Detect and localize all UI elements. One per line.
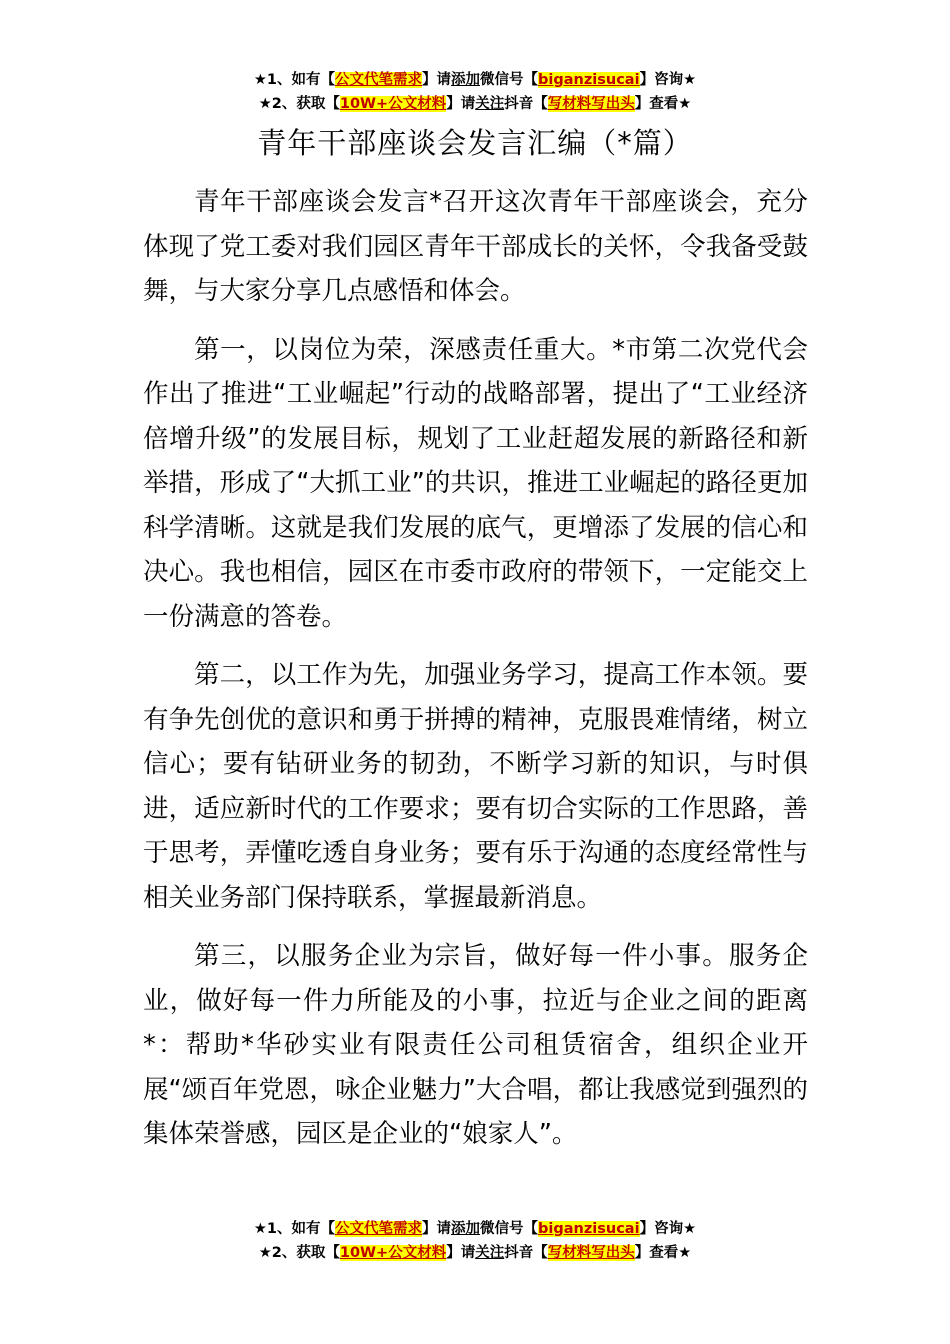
star-icon: ★ [678, 96, 692, 112]
douyin-account: 写材料写出头 [547, 96, 635, 112]
underlined-text: 添加 [451, 1221, 481, 1237]
header-banner [0, 68, 950, 116]
underlined-text: 关注 [475, 96, 505, 112]
star-icon: ★ [258, 1245, 272, 1261]
banner-text: 抖音【 [504, 96, 548, 112]
banner-line-1 [0, 1217, 950, 1241]
banner-text: 】查看 [634, 1245, 679, 1261]
banner-text: 】查看 [634, 96, 679, 112]
banner-text: 】请 [446, 1245, 476, 1261]
banner-line-2 [0, 92, 950, 116]
wechat-id: biganzisucai [538, 1221, 640, 1237]
paragraph-second: 第二，以工作为先，加强业务学习，提高工作本领。要有争先创优的意识和勇于拼搏的精神，克服畏难情绪，树立信心；要有钻研业务的韧劲，不断学习新的知识，与时俱进，适应新时代的工作要求；要有切合实际的工作思路，善于思考，弄懂吃透自身业务；要有乐于沟通的态度经常性与相关业务部门保持联系，掌握最新消息。 [143, 660, 808, 913]
banner-text: 】咨询 [639, 1221, 684, 1237]
underlined-text: 关注 [475, 1245, 505, 1261]
wechat-id: biganzisucai [538, 72, 640, 88]
banner-text: 】请 [422, 72, 452, 88]
footer-banner [0, 1217, 950, 1265]
douyin-account: 写材料写出头 [547, 1245, 635, 1261]
document-body [143, 180, 808, 1171]
underlined-text: 添加 [451, 72, 481, 88]
banner-text: 抖音【 [504, 1245, 548, 1261]
banner-text: 微信号【 [480, 72, 539, 88]
banner-text: 】请 [446, 96, 476, 112]
banner-line-2 [0, 1241, 950, 1265]
star-icon: ★ [258, 96, 272, 112]
star-icon: ★ [683, 72, 697, 88]
star-icon: ★ [253, 1221, 267, 1237]
banner-line-1 [0, 68, 950, 92]
banner-text: 2、获取【 [271, 1245, 340, 1261]
banner-text: 2、获取【 [271, 96, 340, 112]
banner-text: 】请 [422, 1221, 452, 1237]
paragraph-third: 第三，以服务企业为宗旨，做好每一件小事。服务企业，做好每一件力所能及的小事，拉近与企业之间的距离*：帮助*华砂实业有限责任公司租赁宿舍，组织企业开展“颂百年党恩，咏企业魅力”大合唱，都让我感觉到强烈的集体荣誉感，园区是企业的“娘家人”。 [143, 941, 808, 1149]
highlight-materials: 10W+公文材料 [339, 1245, 447, 1261]
highlight-materials: 10W+公文材料 [339, 96, 447, 112]
highlight-service: 公文代笔需求 [335, 1221, 423, 1237]
banner-text: 1、如有【 [266, 72, 336, 88]
banner-text: 】咨询 [639, 72, 684, 88]
paragraph-first: 第一，以岗位为荣，深感责任重大。*市第二次党代会作出了推进“工业崛起”行动的战略部署，提出了“工业经济倍增升级”的发展目标，规划了工业赶超发展的新路径和新举措，形成了“大抓工业”的共识，推进工业崛起的路径更加科学清晰。这就是我们发展的底气，更增添了发展的信心和决心。我也相信，园区在市委市政府的带领下，一定能交上一份满意的答卷。 [143, 334, 808, 632]
star-icon: ★ [683, 1221, 697, 1237]
document-title: 青年干部座谈会发言汇编（*篇） [257, 126, 693, 160]
banner-text: 1、如有【 [266, 1221, 336, 1237]
star-icon: ★ [678, 1245, 692, 1261]
paragraph-intro: 青年干部座谈会发言*召开这次青年干部座谈会，充分体现了党工委对我们园区青年干部成长的关怀，令我备受鼓舞，与大家分享几点感悟和体会。 [143, 187, 808, 306]
star-icon: ★ [253, 72, 267, 88]
banner-text: 微信号【 [480, 1221, 539, 1237]
highlight-service: 公文代笔需求 [335, 72, 423, 88]
